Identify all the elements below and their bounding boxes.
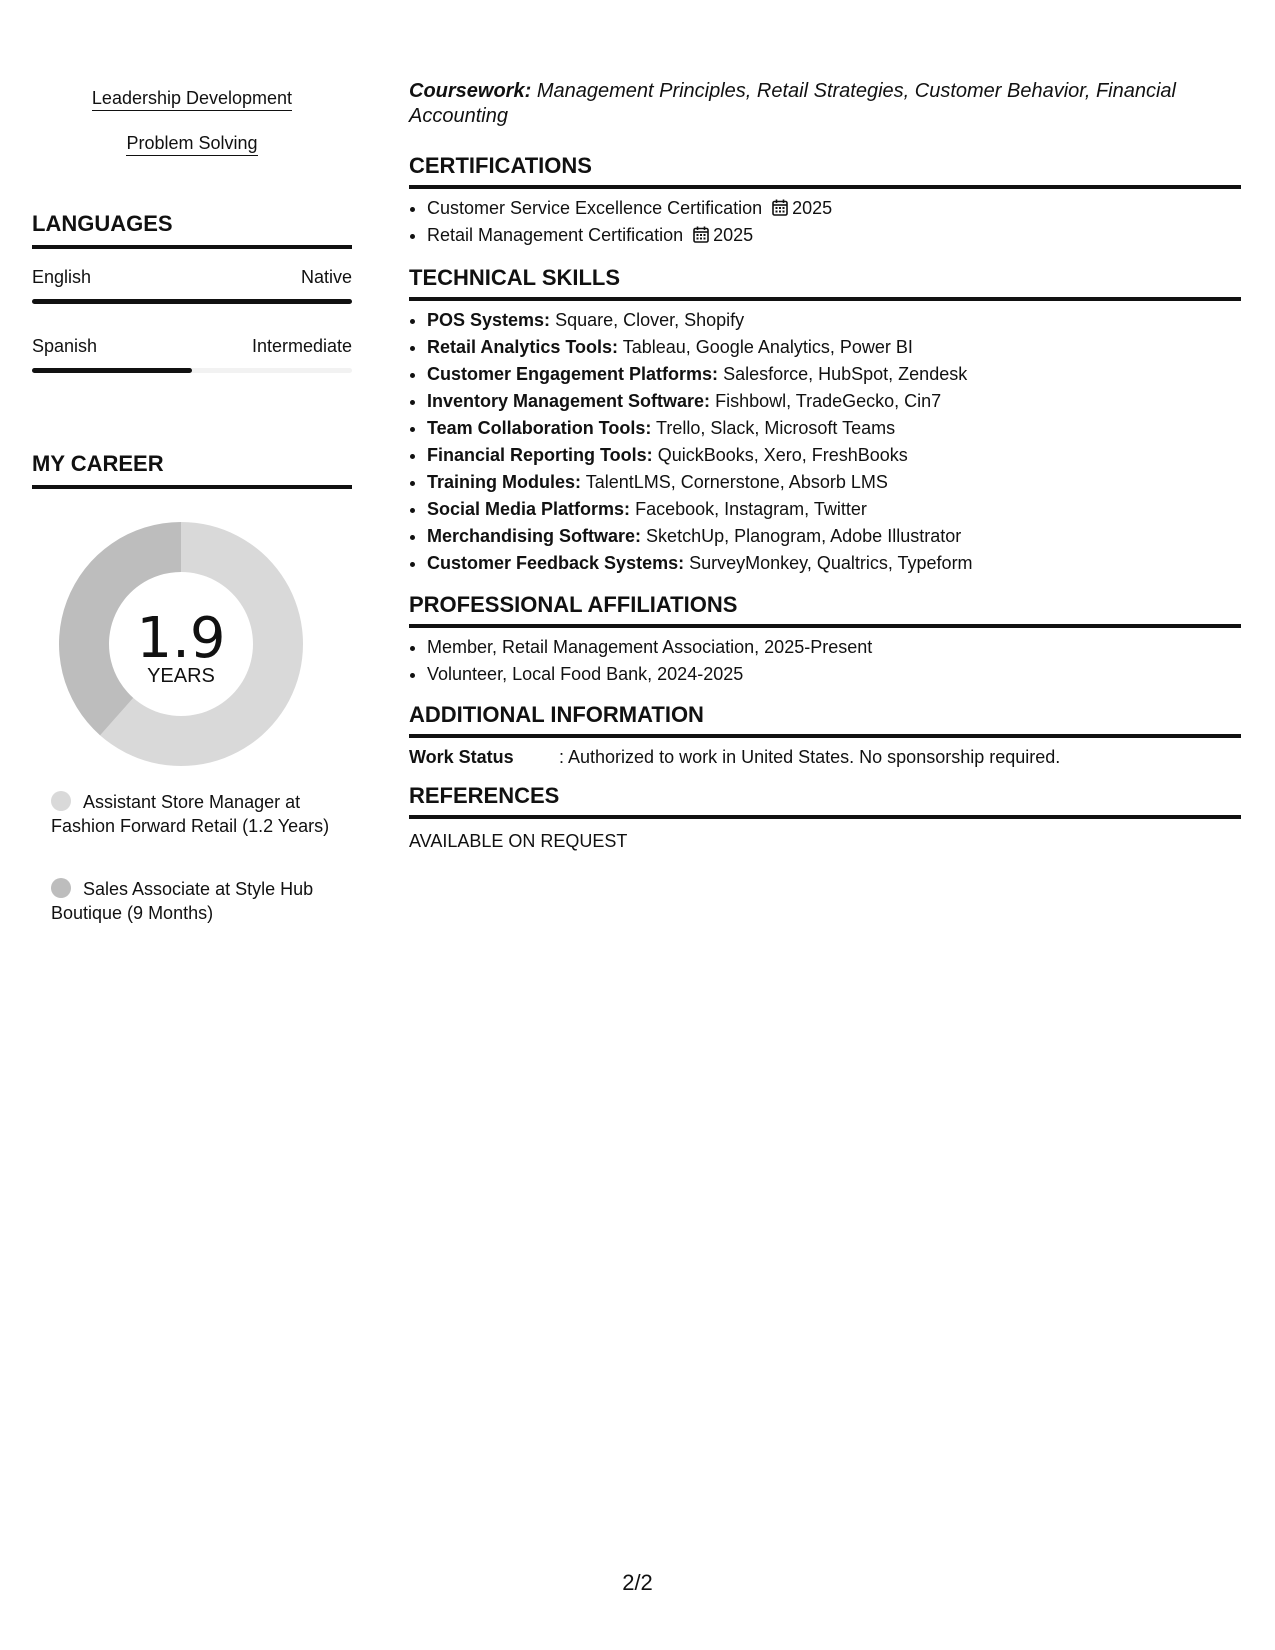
language-bar-fill bbox=[32, 299, 352, 304]
certification-name: Customer Service Excellence Certification bbox=[427, 198, 763, 218]
certification-item bbox=[427, 222, 1241, 249]
legend-dot bbox=[51, 791, 71, 811]
tech-skill-label: Merchandising Software: bbox=[427, 526, 642, 546]
certification-list bbox=[409, 195, 1241, 249]
tech-skill-label: Financial Reporting Tools: bbox=[427, 445, 653, 465]
career-total: 1.9 bbox=[136, 606, 226, 671]
tech-skill-item bbox=[427, 307, 1241, 334]
coursework-label: Coursework: bbox=[409, 80, 532, 102]
tech-skill-value: Facebook, Instagram, Twitter bbox=[635, 499, 867, 519]
tech-skill-value: TalentLMS, Cornerstone, Absorb LMS bbox=[585, 472, 888, 492]
work-status-row bbox=[409, 745, 1241, 769]
career-legend-item bbox=[51, 790, 341, 838]
certification-year: 2025 bbox=[713, 225, 754, 245]
skill-tag bbox=[32, 133, 352, 154]
tech-skill-item bbox=[427, 496, 1241, 523]
tech-skill-label: Customer Feedback Systems: bbox=[427, 553, 685, 573]
section-title: TECHNICAL SKILLS bbox=[409, 265, 621, 290]
calendar-icon bbox=[772, 199, 788, 216]
language-level: Native bbox=[300, 267, 352, 287]
tech-skill-label: Retail Analytics Tools: bbox=[427, 337, 619, 357]
section-title: REFERENCES bbox=[409, 783, 560, 808]
coursework bbox=[409, 79, 1219, 129]
career-legend-item bbox=[51, 877, 341, 925]
tech-skill-value: SketchUp, Planogram, Adobe Illustrator bbox=[646, 526, 962, 546]
certifications-section bbox=[409, 153, 1241, 249]
language-row bbox=[32, 336, 352, 357]
tech-skill-value: Square, Clover, Shopify bbox=[555, 310, 745, 330]
affiliations-list bbox=[409, 634, 1241, 688]
languages-section bbox=[32, 211, 352, 249]
career-unit: YEARS bbox=[147, 665, 215, 687]
work-status-label: Work Status bbox=[409, 747, 514, 767]
tech-skill-item bbox=[427, 334, 1241, 361]
tech-skill-item bbox=[427, 469, 1241, 496]
tech-skill-item bbox=[427, 442, 1241, 469]
legend-label: Sales Associate at Style Hub Boutique (9 Months) bbox=[51, 879, 314, 923]
section-title: MY CAREER bbox=[32, 451, 164, 476]
language-name: English bbox=[32, 267, 92, 287]
tech-skill-value: SurveyMonkey, Qualtrics, Typeform bbox=[689, 553, 973, 573]
legend-label: Assistant Store Manager at Fashion Forward Retail (1.2 Years) bbox=[51, 792, 330, 836]
tech-skill-item bbox=[427, 550, 1241, 577]
skill-tag-label: Problem Solving bbox=[126, 133, 257, 156]
tech-skill-label: Customer Engagement Platforms: bbox=[427, 364, 719, 384]
section-rule bbox=[32, 245, 352, 249]
coursework-text: Management Principles, Retail Strategies, Customer Behavior, Financial Accounting bbox=[409, 80, 1177, 127]
tech-skill-label: Inventory Management Software: bbox=[427, 391, 711, 411]
technical-skills-section bbox=[409, 265, 1241, 577]
language-bar bbox=[32, 368, 352, 373]
tech-skill-value: Salesforce, HubSpot, Zendesk bbox=[723, 364, 968, 384]
career-donut-chart bbox=[56, 519, 306, 769]
affiliations-section bbox=[409, 592, 1241, 688]
section-rule bbox=[409, 624, 1241, 628]
language-name: Spanish bbox=[32, 336, 98, 356]
language-level: Intermediate bbox=[251, 336, 352, 356]
language-bar bbox=[32, 299, 352, 304]
references-section bbox=[409, 783, 1241, 852]
section-rule bbox=[409, 297, 1241, 301]
section-title: ADDITIONAL INFORMATION bbox=[409, 702, 704, 727]
section-title: PROFESSIONAL AFFILIATIONS bbox=[409, 592, 738, 617]
tech-skill-label: POS Systems: bbox=[427, 310, 551, 330]
technical-skills-list bbox=[409, 307, 1241, 577]
skill-tag-label: Leadership Development bbox=[92, 88, 292, 111]
tech-skill-value: Trello, Slack, Microsoft Teams bbox=[656, 418, 896, 438]
affiliation-item: • Member, Retail Management Association, 2025-Present bbox=[427, 634, 1241, 661]
additional-info-section bbox=[409, 702, 1241, 769]
certification-name: Retail Management Certification bbox=[427, 225, 684, 245]
tech-skill-item bbox=[427, 361, 1241, 388]
section-title: CERTIFICATIONS bbox=[409, 153, 592, 178]
language-row bbox=[32, 267, 352, 288]
certification-year: 2025 bbox=[792, 198, 833, 218]
calendar-icon bbox=[693, 226, 709, 243]
section-rule bbox=[409, 734, 1241, 738]
affiliation-item: • Volunteer, Local Food Bank, 2024-2025 bbox=[427, 661, 1241, 688]
tech-skill-label: Training Modules: bbox=[427, 472, 582, 492]
language-bar-fill bbox=[32, 368, 192, 373]
section-title: LANGUAGES bbox=[32, 211, 173, 236]
section-rule bbox=[409, 185, 1241, 189]
tech-skill-item bbox=[427, 415, 1241, 442]
tech-skill-value: Tableau, Google Analytics, Power BI bbox=[622, 337, 913, 357]
tech-skill-item bbox=[427, 523, 1241, 550]
skill-tag bbox=[32, 88, 352, 109]
tech-skill-label: Social Media Platforms: bbox=[427, 499, 631, 519]
legend-dot bbox=[51, 878, 71, 898]
tech-skill-value: Fishbowl, TradeGecko, Cin7 bbox=[715, 391, 942, 411]
tech-skill-item bbox=[427, 388, 1241, 415]
section-rule bbox=[409, 815, 1241, 819]
section-rule bbox=[32, 485, 352, 489]
tech-skill-value: QuickBooks, Xero, FreshBooks bbox=[657, 445, 908, 465]
page-number: 2/2 bbox=[622, 1570, 653, 1595]
career-section bbox=[32, 451, 352, 489]
certification-item bbox=[427, 195, 1241, 222]
references-text: AVAILABLE ON REQUEST bbox=[409, 831, 628, 851]
work-status-value: : Authorized to work in United States. No sponsorship required. bbox=[559, 747, 1061, 767]
tech-skill-label: Team Collaboration Tools: bbox=[427, 418, 652, 438]
